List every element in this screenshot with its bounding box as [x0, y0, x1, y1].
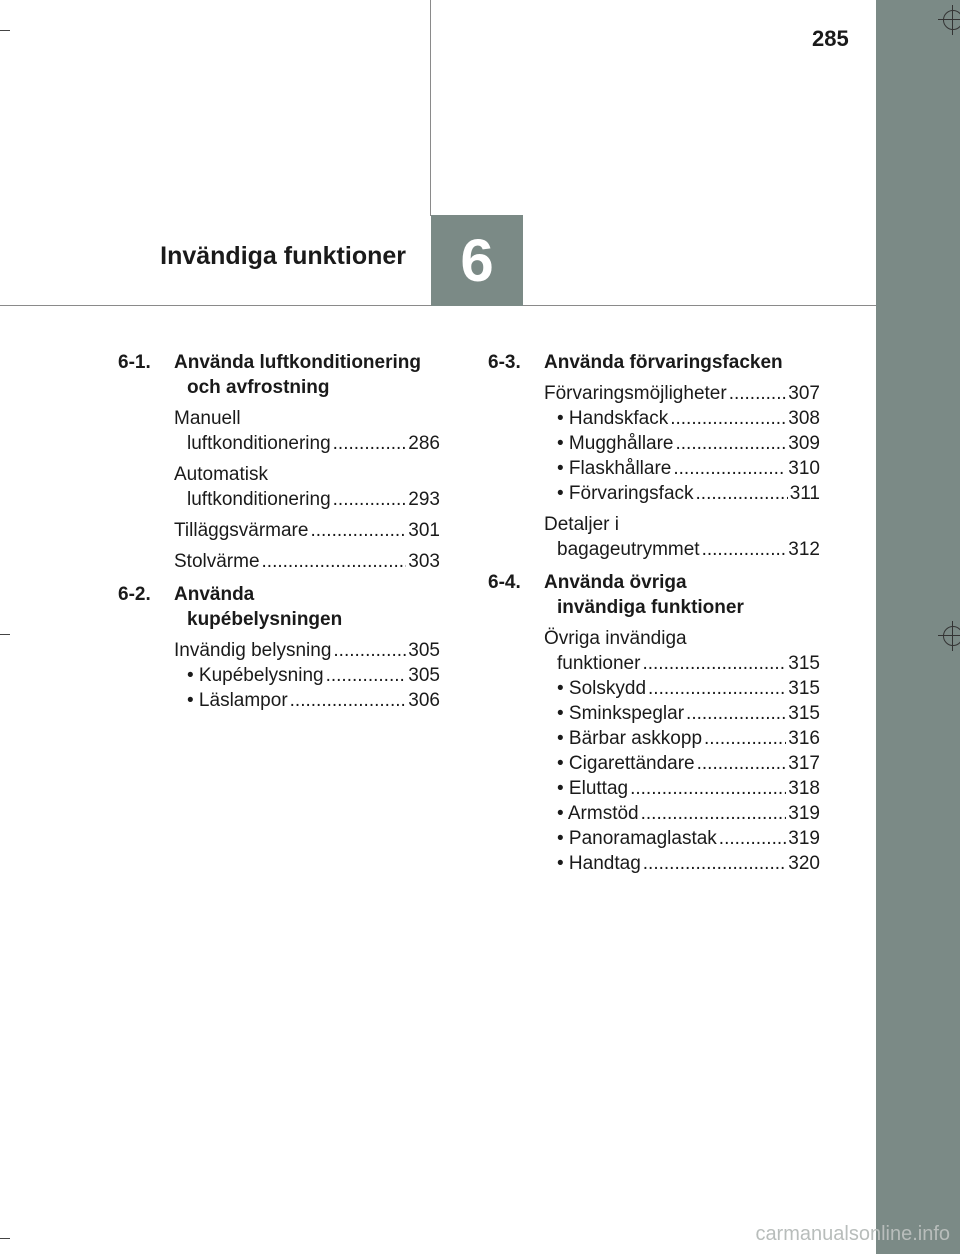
toc-page-number: 305: [408, 665, 440, 686]
toc-entry: [174, 406, 440, 456]
dot-leader: [643, 851, 787, 876]
toc-entries: [118, 406, 440, 574]
toc-subentries: [544, 676, 820, 876]
toc-link[interactable]: [187, 663, 440, 688]
toc-page-number: 315: [788, 703, 820, 724]
section-title-line: invändiga funktioner: [557, 597, 744, 618]
dot-leader: [290, 688, 407, 713]
toc-entry-title: • Armstöd: [557, 803, 639, 824]
section-number: 6-4.: [488, 572, 521, 593]
toc-column-left: [118, 350, 440, 721]
toc-entry: [174, 638, 440, 713]
toc-entry: [174, 462, 440, 512]
toc-link[interactable]: [174, 431, 440, 456]
toc-page-number: 303: [408, 551, 440, 572]
crop-mark: [0, 634, 10, 635]
toc-page-number: 307: [788, 383, 820, 404]
dot-leader: [697, 751, 787, 776]
toc-link[interactable]: [174, 518, 440, 543]
toc-page-number: 316: [788, 728, 820, 749]
toc-page-number: 309: [788, 433, 820, 454]
dot-leader: [326, 663, 407, 688]
toc-page-number: 310: [788, 458, 820, 479]
dot-leader: [262, 549, 407, 574]
dot-leader: [310, 518, 406, 543]
toc-page-number: 286: [408, 433, 440, 454]
toc-link[interactable]: [557, 456, 820, 481]
section-heading: [488, 570, 820, 620]
toc-link[interactable]: [557, 481, 820, 506]
toc-entry-title-line: Detaljer i: [544, 514, 619, 535]
toc-link[interactable]: [544, 381, 820, 406]
toc-section: [488, 350, 820, 562]
toc-entries: [488, 381, 820, 562]
toc-entry-title: • Läslampor: [187, 690, 288, 711]
toc-page-number: 320: [788, 853, 820, 874]
toc-page-number: 312: [788, 539, 820, 560]
section-title-line: och avfrostning: [187, 377, 330, 398]
dot-leader: [648, 676, 786, 701]
toc-entry-title: Stolvärme: [174, 551, 260, 572]
toc-entry-title: bagageutrymmet: [557, 539, 700, 560]
toc-section: [488, 570, 820, 876]
toc-entries: [488, 626, 820, 876]
dot-leader: [686, 701, 786, 726]
toc-entry-title-line: Manuell: [174, 408, 241, 429]
toc-entry-title: • Panoramaglastak: [557, 828, 717, 849]
toc-link[interactable]: [544, 651, 820, 676]
toc-entry-title: • Handskfack: [557, 408, 669, 429]
toc-entry-title: Invändig belysning: [174, 640, 332, 661]
dot-leader: [333, 431, 407, 456]
dot-leader: [333, 487, 407, 512]
toc-page-number: 308: [788, 408, 820, 429]
toc-section: [118, 582, 440, 713]
toc-link[interactable]: [557, 431, 820, 456]
toc-entry-title: Förvaringsmöjligheter: [544, 383, 727, 404]
toc-entry: [544, 512, 820, 562]
toc-entry-title: luftkonditionering: [187, 433, 331, 454]
dot-leader: [696, 481, 788, 506]
dot-leader: [641, 801, 787, 826]
toc-link[interactable]: [187, 688, 440, 713]
section-title: [544, 570, 820, 620]
toc-subentries: [174, 663, 440, 713]
toc-link[interactable]: [174, 549, 440, 574]
toc-entry: [174, 549, 440, 574]
section-title: [174, 350, 440, 400]
toc-page-number: 319: [788, 803, 820, 824]
crop-mark: [0, 30, 10, 31]
section-heading: [118, 350, 440, 400]
toc-page-number: 311: [789, 483, 820, 504]
toc-link[interactable]: [557, 676, 820, 701]
dot-leader: [702, 537, 787, 562]
dot-leader: [676, 431, 787, 456]
crop-mark: [0, 1238, 10, 1239]
toc-link[interactable]: [557, 826, 820, 851]
divider-vertical: [430, 0, 431, 216]
chapter-number-badge: [431, 215, 523, 306]
section-title-line: Använda luftkonditionering: [174, 352, 421, 373]
toc-link[interactable]: [557, 406, 820, 431]
toc-entry-title: luftkonditionering: [187, 489, 331, 510]
toc-column-right: [488, 350, 820, 884]
toc-page-number: 318: [788, 778, 820, 799]
toc-link[interactable]: [544, 537, 820, 562]
dot-leader: [333, 638, 406, 663]
toc-page-number: 306: [408, 690, 440, 711]
toc-entry-title: funktioner: [557, 653, 641, 674]
toc-page-number: 319: [788, 828, 820, 849]
toc-entry-title: Tilläggsvärmare: [174, 520, 309, 541]
toc-page-number: 315: [788, 678, 820, 699]
toc-link[interactable]: [174, 487, 440, 512]
dot-leader: [729, 381, 787, 406]
dot-leader: [642, 651, 786, 676]
section-title: [544, 350, 820, 375]
toc-page-number: 293: [408, 489, 440, 510]
section-title-line: Använda övriga: [544, 572, 687, 593]
watermark: carmanualsonline.info: [755, 1223, 950, 1245]
dot-leader: [670, 406, 786, 431]
toc-entry: [544, 626, 820, 876]
toc-entry-title: • Förvaringsfack: [557, 483, 694, 504]
toc-entry-title: • Flaskhållare: [557, 458, 672, 479]
chapter-number: 6: [460, 227, 494, 294]
toc-entry: [174, 518, 440, 543]
toc-entry-title: • Handtag: [557, 853, 641, 874]
page-number: 285: [812, 26, 849, 51]
toc-link[interactable]: [557, 776, 820, 801]
dot-leader: [704, 726, 786, 751]
chapter-title: Invändiga funktioner: [160, 242, 406, 270]
toc-page-number: 317: [788, 753, 820, 774]
dot-leader: [630, 776, 786, 801]
toc-subentries: [544, 406, 820, 506]
dot-leader: [719, 826, 787, 851]
toc-entry-title: • Bärbar askkopp: [557, 728, 703, 749]
toc-page-number: 305: [408, 640, 440, 661]
toc-entry: [544, 381, 820, 506]
toc-link[interactable]: [557, 851, 820, 876]
toc-link[interactable]: [174, 638, 440, 663]
section-title: [174, 582, 440, 632]
toc-entry-title: • Sminkspeglar: [557, 703, 685, 724]
toc-entries: [118, 638, 440, 713]
toc-page-number: 315: [788, 653, 820, 674]
section-title-line: Använda förvaringsfacken: [544, 352, 783, 373]
toc-entry-title: • Cigarettändare: [557, 753, 695, 774]
section-number: 6-3.: [488, 352, 521, 373]
toc-page-number: 301: [408, 520, 440, 541]
toc-entry-title: • Solskydd: [557, 678, 647, 699]
section-heading: [488, 350, 820, 375]
toc-entry-title: • Eluttag: [557, 778, 629, 799]
toc-entry-title-line: Övriga invändiga: [544, 628, 687, 649]
toc-link[interactable]: [557, 751, 820, 776]
toc-link[interactable]: [557, 726, 820, 751]
section-number: 6-2.: [118, 584, 151, 605]
toc-entry-title-line: Automatisk: [174, 464, 268, 485]
toc-section: [118, 350, 440, 574]
toc-link[interactable]: [557, 701, 820, 726]
section-title-line: Använda: [174, 584, 255, 605]
section-number: 6-1.: [118, 352, 151, 373]
section-title-line: kupébelysningen: [187, 609, 343, 630]
section-heading: [118, 582, 440, 632]
dot-leader: [673, 456, 786, 481]
registration-mark-icon: [943, 10, 960, 30]
registration-mark-icon: [943, 626, 960, 646]
toc-entry-title: • Kupébelysning: [187, 665, 324, 686]
toc-entry-title: • Mugghållare: [557, 433, 674, 454]
toc-link[interactable]: [557, 801, 820, 826]
